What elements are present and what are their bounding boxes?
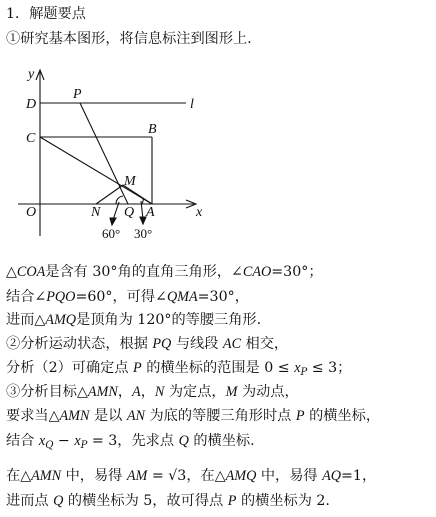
text-line-4: ②分析运动状态，根据 PQ 与线段 AC 相交， [6,336,289,352]
text-line-7: 要求当△AMN 是以 AN 为底的等腰三角形时点 P 的横坐标， [6,408,381,424]
text-line-3: 进而△AMQ是顶角为 120°的等腰三角形. [6,312,262,328]
text-line-1: △COA是含有 30°角的直角三角形，∠CAO=30°； [6,264,323,280]
label-N: N [91,205,101,220]
arrow-60 [113,202,119,220]
angle-arc-A [142,198,143,204]
text-line-8: 结合 $x_Q - x_P = 3$，先求点 Q 的横坐标. [6,433,255,451]
angle-arc-Q [116,196,123,204]
arrow-60-head [110,218,116,225]
text-line-9: 在△AMN 中，易得 AM = √3，在△AMQ 中，易得 AQ=1， [6,468,377,484]
label-D: D [26,97,37,112]
text-line-6: ③分析目标△AMN，A，N 为定点，M 为动点， [6,384,299,400]
label-P: P [73,87,82,102]
label-angle-30: 30° [134,226,153,241]
label-Q: Q [124,205,135,220]
segment-NM [96,185,123,204]
label-x: x [196,205,203,220]
label-O: O [26,205,37,220]
geometry-figure [0,0,436,250]
label-l: l [190,97,194,112]
label-y: y [28,67,35,82]
step1-text: ①研究基本图形，将信息标注到图形上． [6,31,262,47]
label-M: M [124,174,136,189]
text-line-2: 结合∠PQO=60°，可得∠QMA=30°， [6,289,249,305]
label-B: B [148,122,157,137]
label-angle-60: 60° [102,226,121,241]
segment-CA [40,137,152,204]
segment-PQ [80,103,128,204]
label-A: A [146,205,155,220]
text-line-10: 进而点 Q 的横坐标为 5，故可得点 P 的横坐标为 2. [6,493,330,509]
heading: 1．解题要点 [6,6,86,22]
text-line-5: 分析（2）可确定点 P 的横坐标的范围是 $0 \le x_P \le 3$； [6,360,352,378]
label-C: C [26,131,36,146]
